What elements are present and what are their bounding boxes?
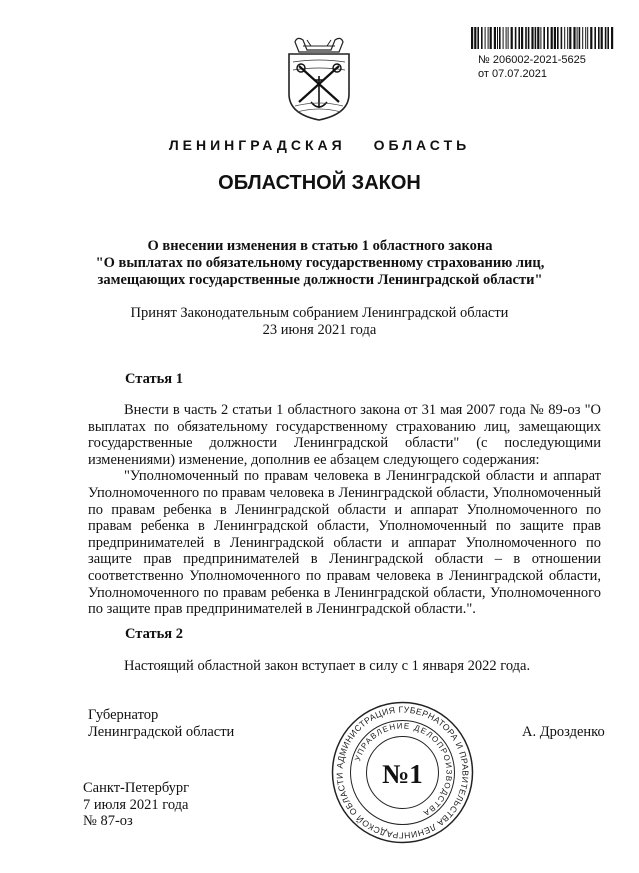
- law-title: [80, 238, 560, 289]
- barcode-bar: [499, 27, 501, 49]
- barcode-bar: [607, 27, 609, 49]
- barcode-bar: [477, 27, 479, 49]
- barcode-bar: [585, 27, 586, 49]
- barcode-bar: [535, 27, 537, 49]
- adoption-date: 23 июня 2021 года: [262, 322, 377, 338]
- place-city: Санкт-Петербург: [83, 780, 190, 796]
- governor-title: [88, 707, 288, 740]
- law-title-line: замещающих государственные должности Ленинградской области": [97, 272, 543, 288]
- barcode-bar: [508, 27, 509, 49]
- barcode-bar: [515, 27, 517, 49]
- barcode-bar: [551, 27, 553, 49]
- barcode-bar: [587, 27, 588, 49]
- barcode-bar: [506, 27, 507, 49]
- region-heading: ЛЕНИНГРАДСКАЯ ОБЛАСТЬ: [168, 137, 471, 153]
- article-2-body: [88, 658, 601, 675]
- article-1-body: [88, 402, 601, 618]
- barcode-bar: [488, 27, 489, 49]
- law-title-line: О внесении изменения в статью 1 областного закона: [147, 238, 493, 254]
- article-2-paragraph: Настоящий областной закон вступает в силу с 1 января 2022 года.: [124, 658, 531, 674]
- barcode-bar: [518, 27, 520, 49]
- barcode-bar: [590, 27, 592, 49]
- barcode-bar: [490, 27, 492, 49]
- stamp-outer-text: АДМИНИСТРАЦИЯ ГУБЕРНАТОРА И ПРАВИТЕЛЬСТВА ЛЕНИНГРАДСКОЙ ОБЛАСТИ: [334, 704, 471, 841]
- barcode-bar: [598, 27, 600, 49]
- governor-name: А. Дрозденко: [522, 724, 605, 740]
- barcode-bar: [573, 27, 575, 49]
- barcode-bar: [471, 27, 473, 49]
- barcode-bar: [567, 27, 568, 49]
- article-1-paragraph: "Уполномоченный по правам человека в Ленинградской области и аппарат Уполномоченного по правам человека в Ленинградской области, Уполномоченный по правам ребенка в Ленинградской области и аппарат Уполномоченного по правам ребенка в Ленинградской области, Уполномоченный по защите прав предпринимателей в Ленинградской области и аппарат Уполномоченного по защите прав предпринимателей в Ленинградской области – в отношении соответственно Уполномоченного по правам человека в Ленинградской области, Уполномоченного по правам ребенка в Ленинградской области, Уполномоченного по защите прав предпринимателей в Ленинградской области.".: [88, 468, 601, 618]
- place-date-block: [83, 780, 283, 830]
- barcode-bar: [554, 27, 556, 49]
- barcode-bar: [582, 27, 583, 49]
- law-number: № 87-оз: [83, 813, 133, 830]
- registration-date: от 07.07.2021: [478, 68, 548, 80]
- barcode-bar: [521, 27, 523, 49]
- barcode-bar: [511, 27, 513, 49]
- barcode-bar: [474, 27, 476, 49]
- governor-title-line: Ленинградской области: [88, 723, 235, 740]
- barcode-bar: [494, 27, 496, 49]
- barcode-bar: [547, 27, 549, 49]
- official-stamp: [330, 700, 475, 845]
- stamp-number: №1: [382, 759, 423, 789]
- barcode-bar: [481, 27, 483, 49]
- registration-number: № 206002-2021-5625: [478, 54, 586, 66]
- barcode-bar: [543, 27, 545, 49]
- barcode: [471, 27, 616, 49]
- barcode-bar: [497, 27, 498, 49]
- barcode-bar: [579, 27, 581, 49]
- barcode-bar: [537, 27, 539, 49]
- barcode-bar: [485, 27, 486, 49]
- barcode-bar: [605, 27, 607, 49]
- place-date: 7 июля 2021 года: [83, 796, 189, 813]
- barcode-bar: [531, 27, 533, 49]
- law-type-heading: ОБЛАСТНОЙ ЗАКОН: [218, 172, 421, 194]
- barcode-bar: [594, 27, 596, 49]
- law-title-line: "О выплатах по обязательному государственному страхованию лиц,: [95, 255, 545, 271]
- adoption-body: Принят Законодательным собранием Ленинградской области: [130, 305, 509, 321]
- coat-of-arms-icon: [283, 36, 355, 122]
- barcode-bar: [525, 27, 527, 49]
- barcode-bar: [503, 27, 504, 49]
- barcode-bar: [561, 27, 563, 49]
- article-1-paragraph: Внести в часть 2 статьи 1 областного закона от 31 мая 2007 года № 89-оз "О выплатах по обязательному государственному страхованию лиц, замещающих государственные должности Ленинградской области" (с последующими изменениями) изменение, дополнив ее абзацем следующего содержания:: [88, 402, 601, 468]
- barcode-bar: [557, 27, 559, 49]
- barcode-bar: [540, 27, 541, 49]
- barcode-bar: [577, 27, 578, 49]
- article-1-heading: Статья 1: [125, 371, 183, 387]
- adoption-note: [0, 305, 639, 339]
- barcode-bar: [569, 27, 571, 49]
- barcode-bar: [601, 27, 603, 49]
- barcode-bar: [564, 27, 565, 49]
- governor-title-line: Губернатор: [88, 707, 159, 723]
- article-2-heading: Статья 2: [125, 626, 183, 642]
- barcode-bar: [611, 27, 613, 49]
- barcode-bar: [528, 27, 530, 49]
- stamp-inner-text: УПРАВЛЕНИЕ ДЕЛОПРОИЗВОДСТВА: [353, 721, 454, 819]
